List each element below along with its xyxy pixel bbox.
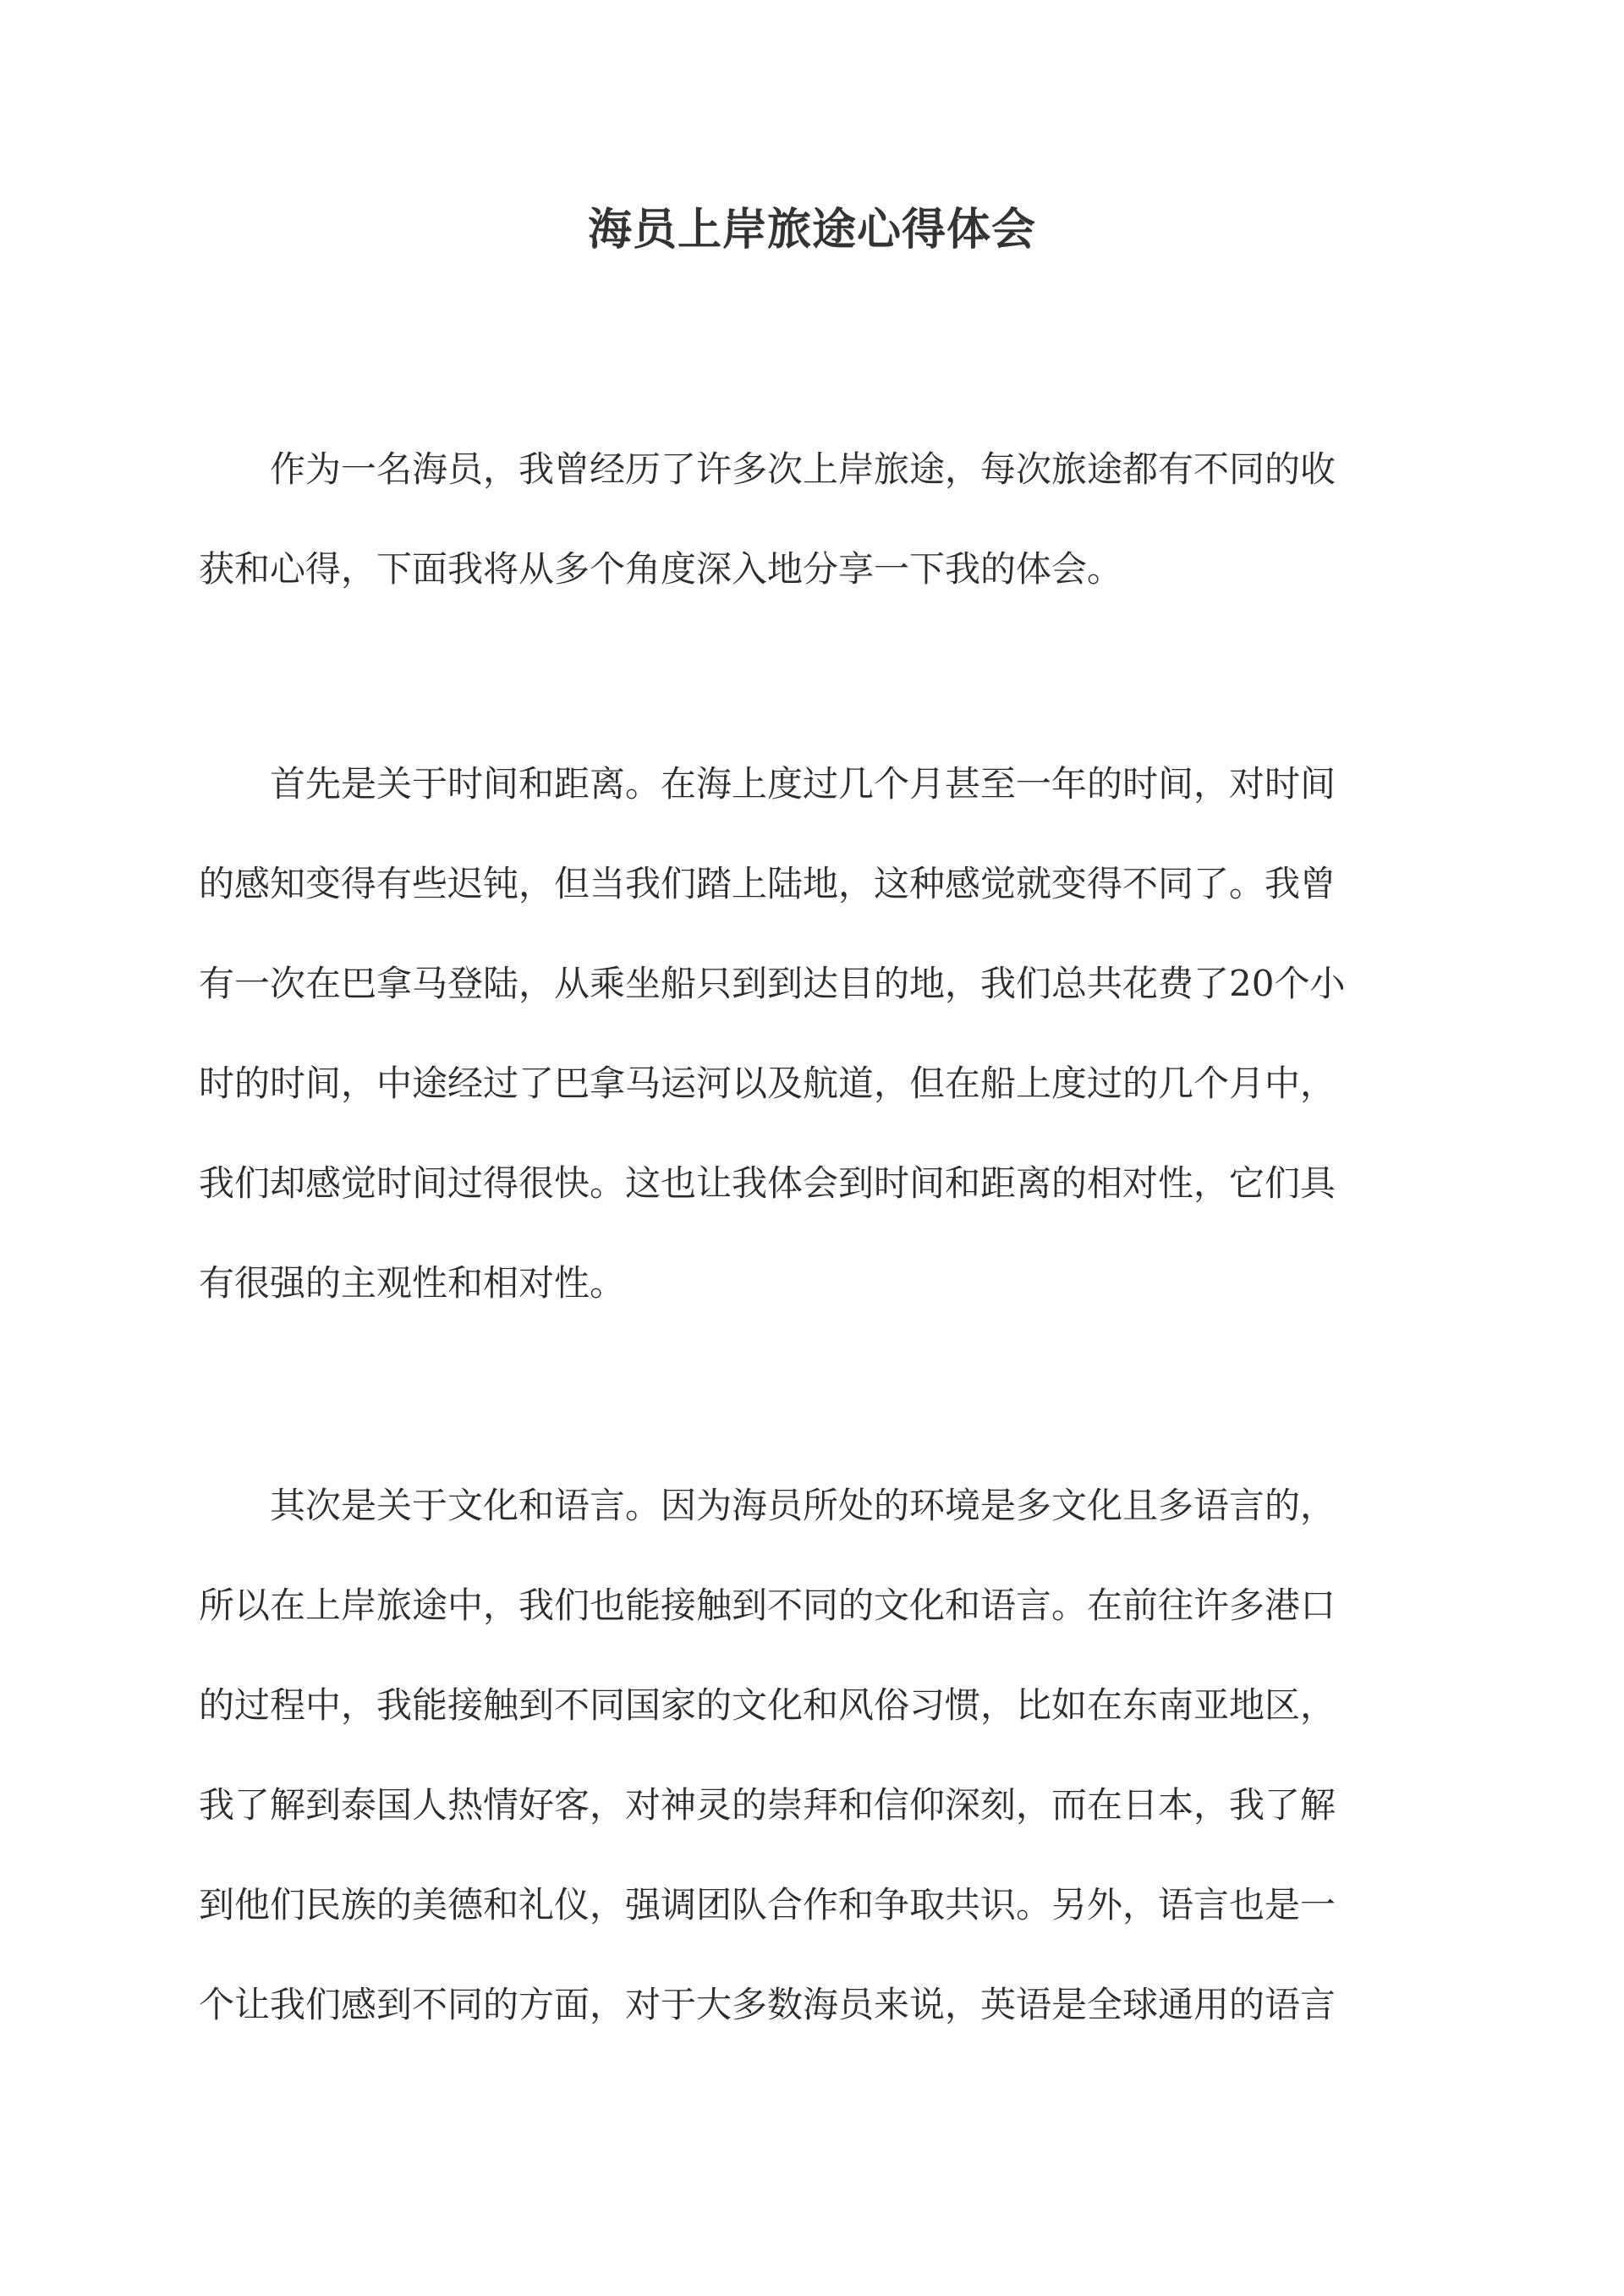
paragraph-line: 其次是关于文化和语言。因为海员所处的环境是多文化且多语言的， [199,1485,1336,1526]
paragraph-line: 我了解到泰国人热情好客，对神灵的崇拜和信仰深刻，而在日本，我了解 [199,1784,1336,1826]
paragraph-3 [199,1456,1425,2055]
paragraph-line: 到他们民族的美德和礼仪，强调团队合作和争取共识。另外，语言也是一 [199,1884,1336,1925]
paragraph-2 [199,734,1425,1333]
paragraph-line: 我们却感觉时间过得很快。这也让我体会到时间和距离的相对性，它们具 [199,1162,1336,1204]
paragraph-line: 时的时间，中途经过了巴拿马运河以及航道，但在船上度过的几个月中， [199,1063,1336,1104]
paragraph-line: 的感知变得有些迟钝，但当我们踏上陆地，这种感觉就变得不同了。我曾 [199,863,1336,904]
paragraph-line: 获和心得，下面我将从多个角度深入地分享一下我的体会。 [199,548,1123,590]
paragraph-line: 的过程中，我能接触到不同国家的文化和风俗习惯，比如在东南亚地区， [199,1684,1336,1726]
paragraph-line: 有一次在巴拿马登陆，从乘坐船只到到达目的地，我们总共花费了20个小 [199,963,1346,1004]
paragraph-line: 作为一名海员，我曾经历了许多次上岸旅途，每次旅途都有不同的收 [199,448,1336,490]
paragraph-line: 所以在上岸旅途中，我们也能接触到不同的文化和语言。在前往许多港口 [199,1585,1336,1626]
paragraph-line: 首先是关于时间和距离。在海上度过几个月甚至一年的时间，对时间 [199,763,1336,805]
paragraph-1 [199,420,1425,619]
paragraph-line: 有很强的主观性和相对性。 [199,1262,626,1304]
document-title: 海员上岸旅途心得体会 [587,204,1036,255]
paragraph-line: 个让我们感到不同的方面，对于大多数海员来说，英语是全球通用的语言 [199,1984,1336,2025]
